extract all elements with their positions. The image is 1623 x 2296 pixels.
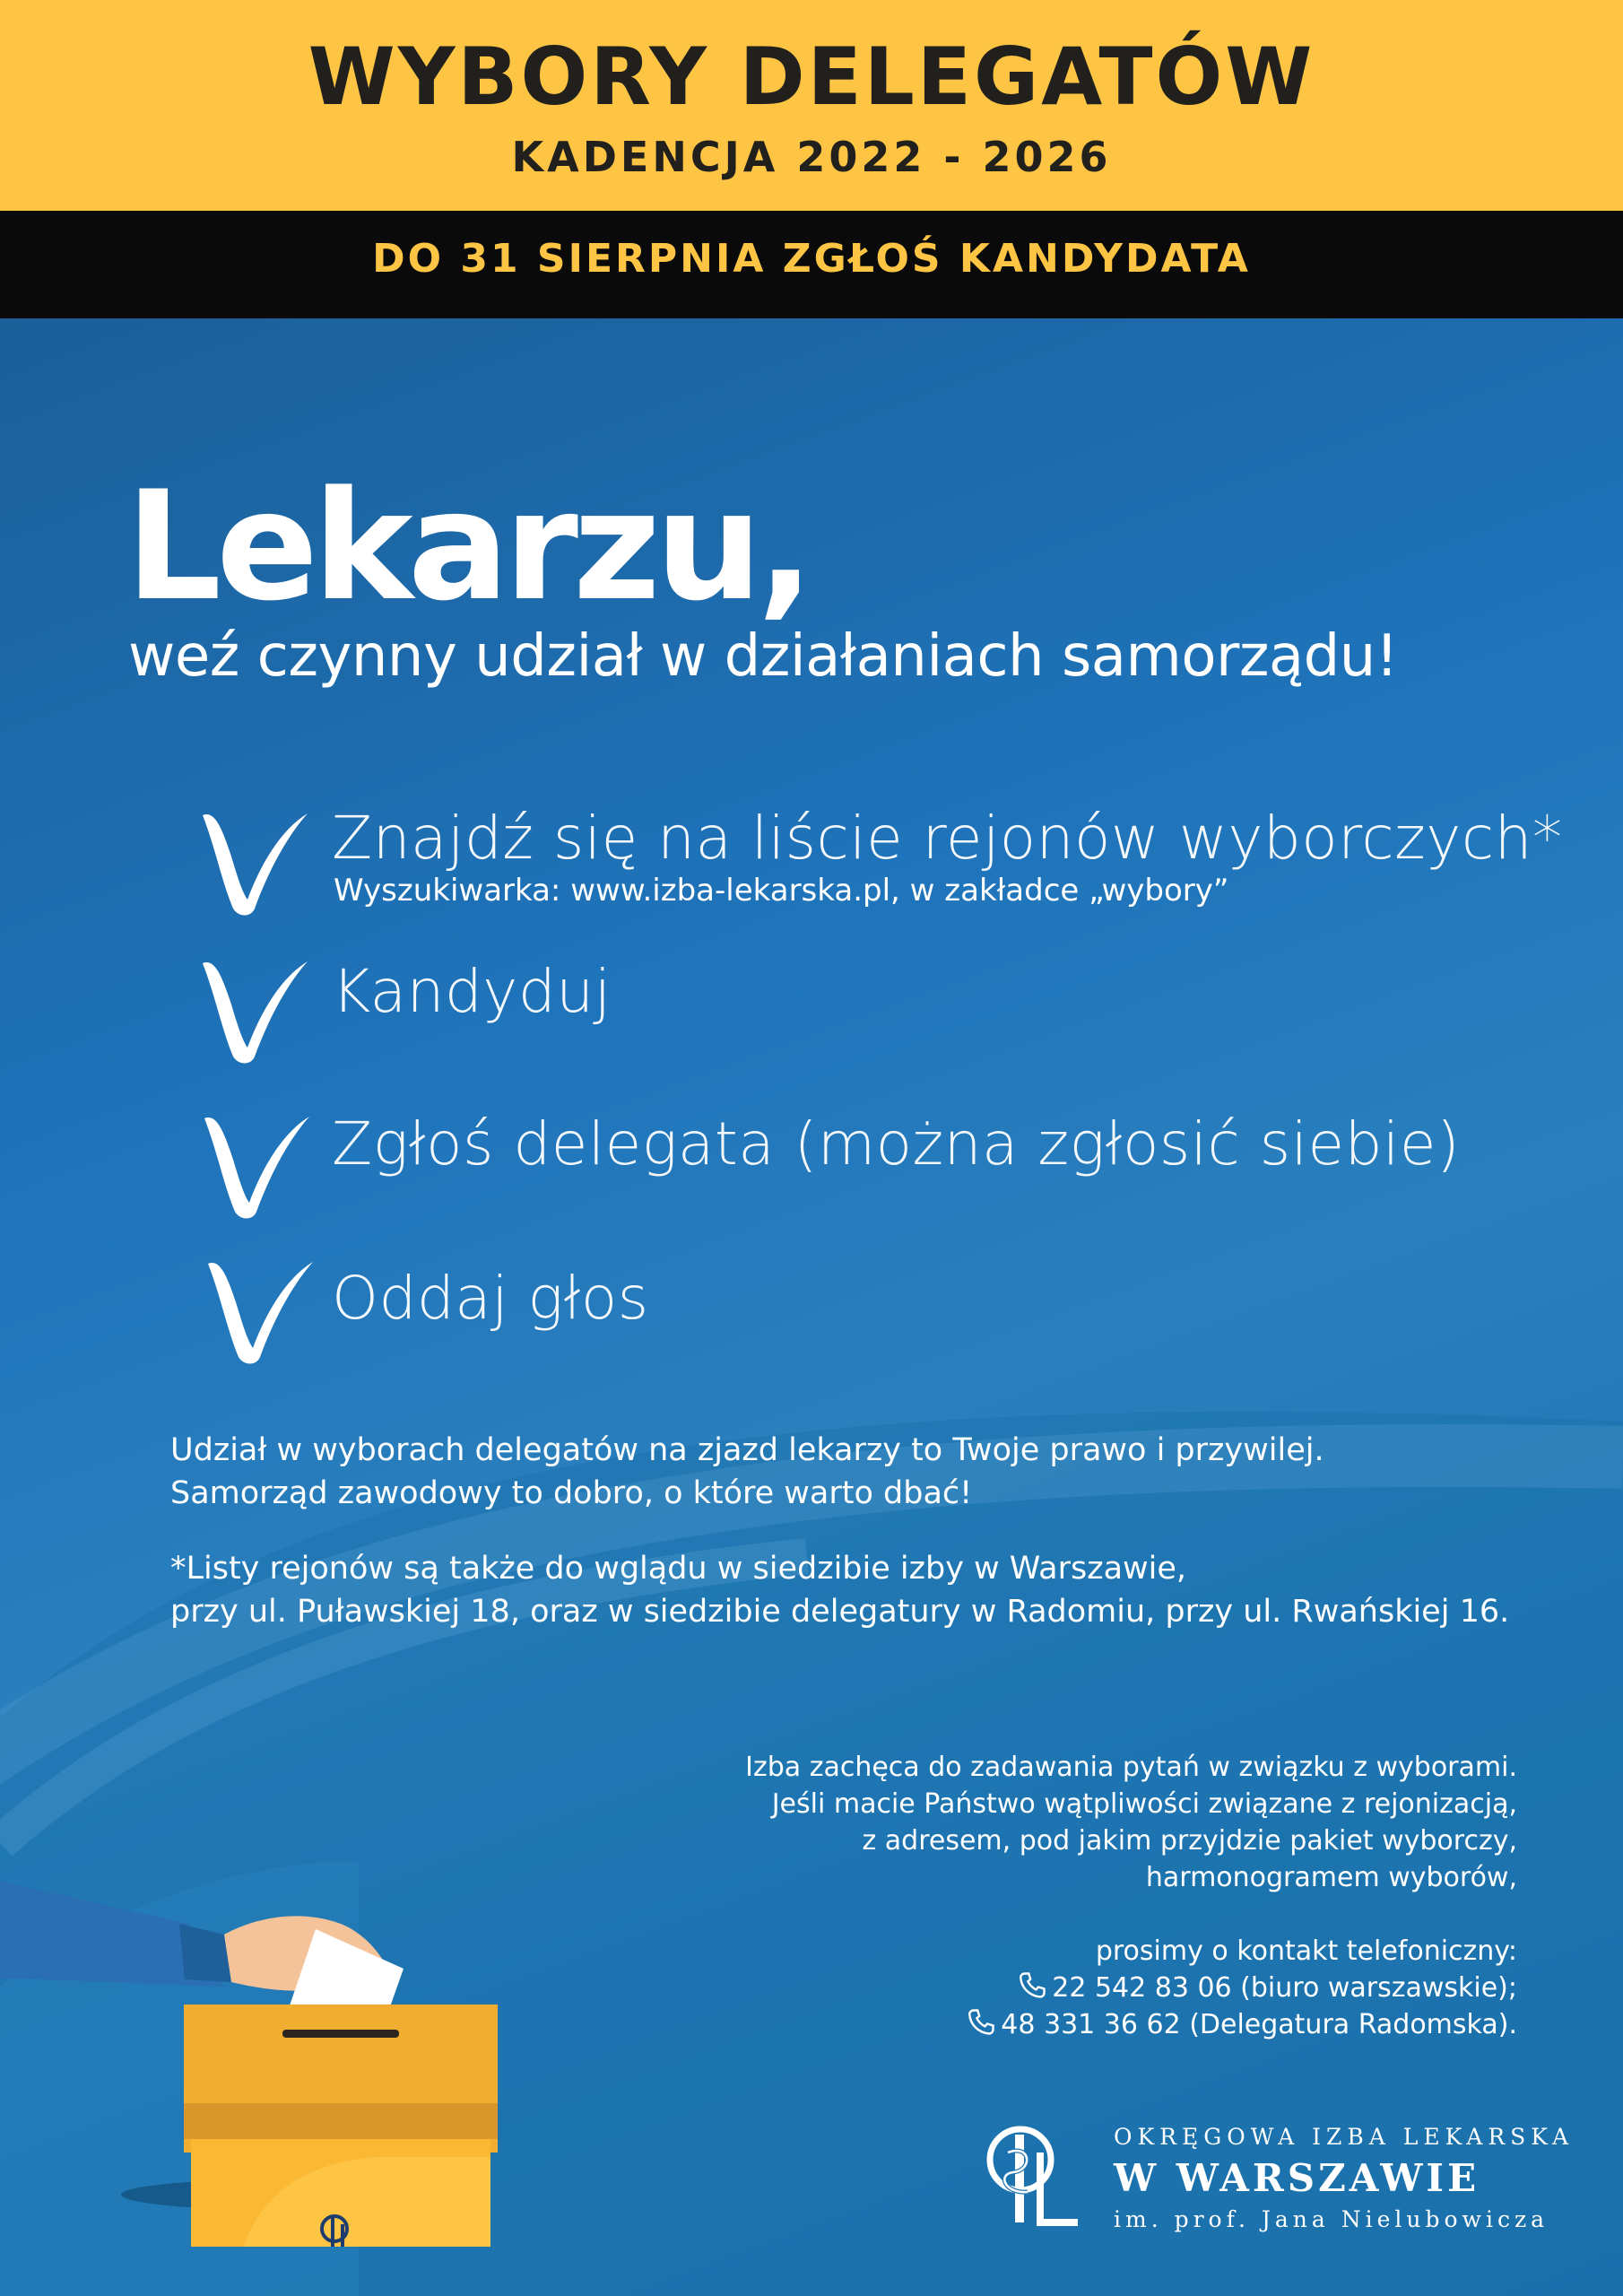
deadline-text: DO 31 SIERPNIA ZGŁOŚ KANDYDATA: [372, 236, 1251, 282]
poster-subtitle: KADENCJA 2022 - 2026: [511, 133, 1112, 181]
main-subheading: weź czynny udział w działaniach samorządu!: [128, 623, 1398, 690]
step-label: Znajdź się na liście rejonów wyborczych*: [332, 804, 1563, 873]
phone-icon: [965, 2006, 997, 2039]
main-heading: Lekarzu,: [126, 458, 810, 634]
info-paragraph: [170, 1429, 1324, 1515]
ballot-box-icon: [0, 1744, 556, 2247]
logo-line-3: im. prof. Jana Nielubowicza: [1114, 2206, 1549, 2232]
header-banner: [0, 0, 1623, 211]
paragraph-line: Samorząd zawodowy to dobro, o które warto dbać!: [170, 1475, 973, 1511]
contact-line: harmonogramem wyborów,: [1145, 1862, 1517, 1893]
phone-number: 22 542 83 06 (biuro warszawskie);: [1052, 1972, 1517, 2004]
paragraph-line: przy ul. Puławskiej 18, oraz w siedzibie delegatury w Radomiu, przy ul. Rwańskiej 16.: [170, 1594, 1510, 1630]
chamber-emblem-icon: [977, 2117, 1085, 2233]
footnote-paragraph: [170, 1547, 1509, 1633]
step-label: Oddaj głos: [332, 1264, 649, 1333]
contact-line: z adresem, pod jakim przyjdzie pakiet wyborczy,: [862, 1825, 1517, 1857]
contact-line: Izba zachęca do zadawania pytań w związku z wyborami.: [745, 1752, 1517, 1783]
contact-block: [621, 1749, 1517, 2043]
poster-title: WYBORY DELEGATÓW: [308, 30, 1315, 123]
checkmark-icon: [197, 1106, 314, 1222]
phone-line[interactable]: [621, 1970, 1517, 2006]
paragraph-line: Udział w wyborach delegatów na zjazd lekarzy to Twoje prawo i przywilej.: [170, 1432, 1324, 1468]
logo-line-1: OKRĘGOWA IZBA LEKARSKA: [1114, 2124, 1575, 2150]
step-label: Kandyduj: [332, 957, 612, 1026]
chamber-logo: [977, 2117, 1575, 2238]
step-note: Wyszukiwarka: www.izba-lekarska.pl, w zakładce „wybory”: [334, 873, 1229, 909]
checkmark-icon: [195, 803, 312, 919]
logo-line-2: W WARSZAWIE: [1114, 2156, 1480, 2200]
phone-number: 48 331 36 62 (Delegatura Radomska).: [1001, 2009, 1517, 2040]
paragraph-line: *Listy rejonów są także do wglądu w siedzibie izby w Warszawie,: [170, 1551, 1187, 1587]
contact-line: Jeśli macie Państwo wątpliwości związane z rejonizacją,: [771, 1788, 1517, 1820]
deadline-bar: [0, 211, 1623, 318]
phone-line[interactable]: [621, 2006, 1517, 2043]
checkmark-icon: [195, 951, 312, 1067]
contact-cta: prosimy o kontakt telefoniczny:: [1095, 1935, 1517, 1967]
step-label: Zgłoś delegata (można zgłosić siebie): [332, 1109, 1461, 1178]
main-panel: [0, 318, 1623, 2296]
phone-icon: [1016, 1970, 1048, 2002]
checkmark-icon: [201, 1251, 317, 1368]
